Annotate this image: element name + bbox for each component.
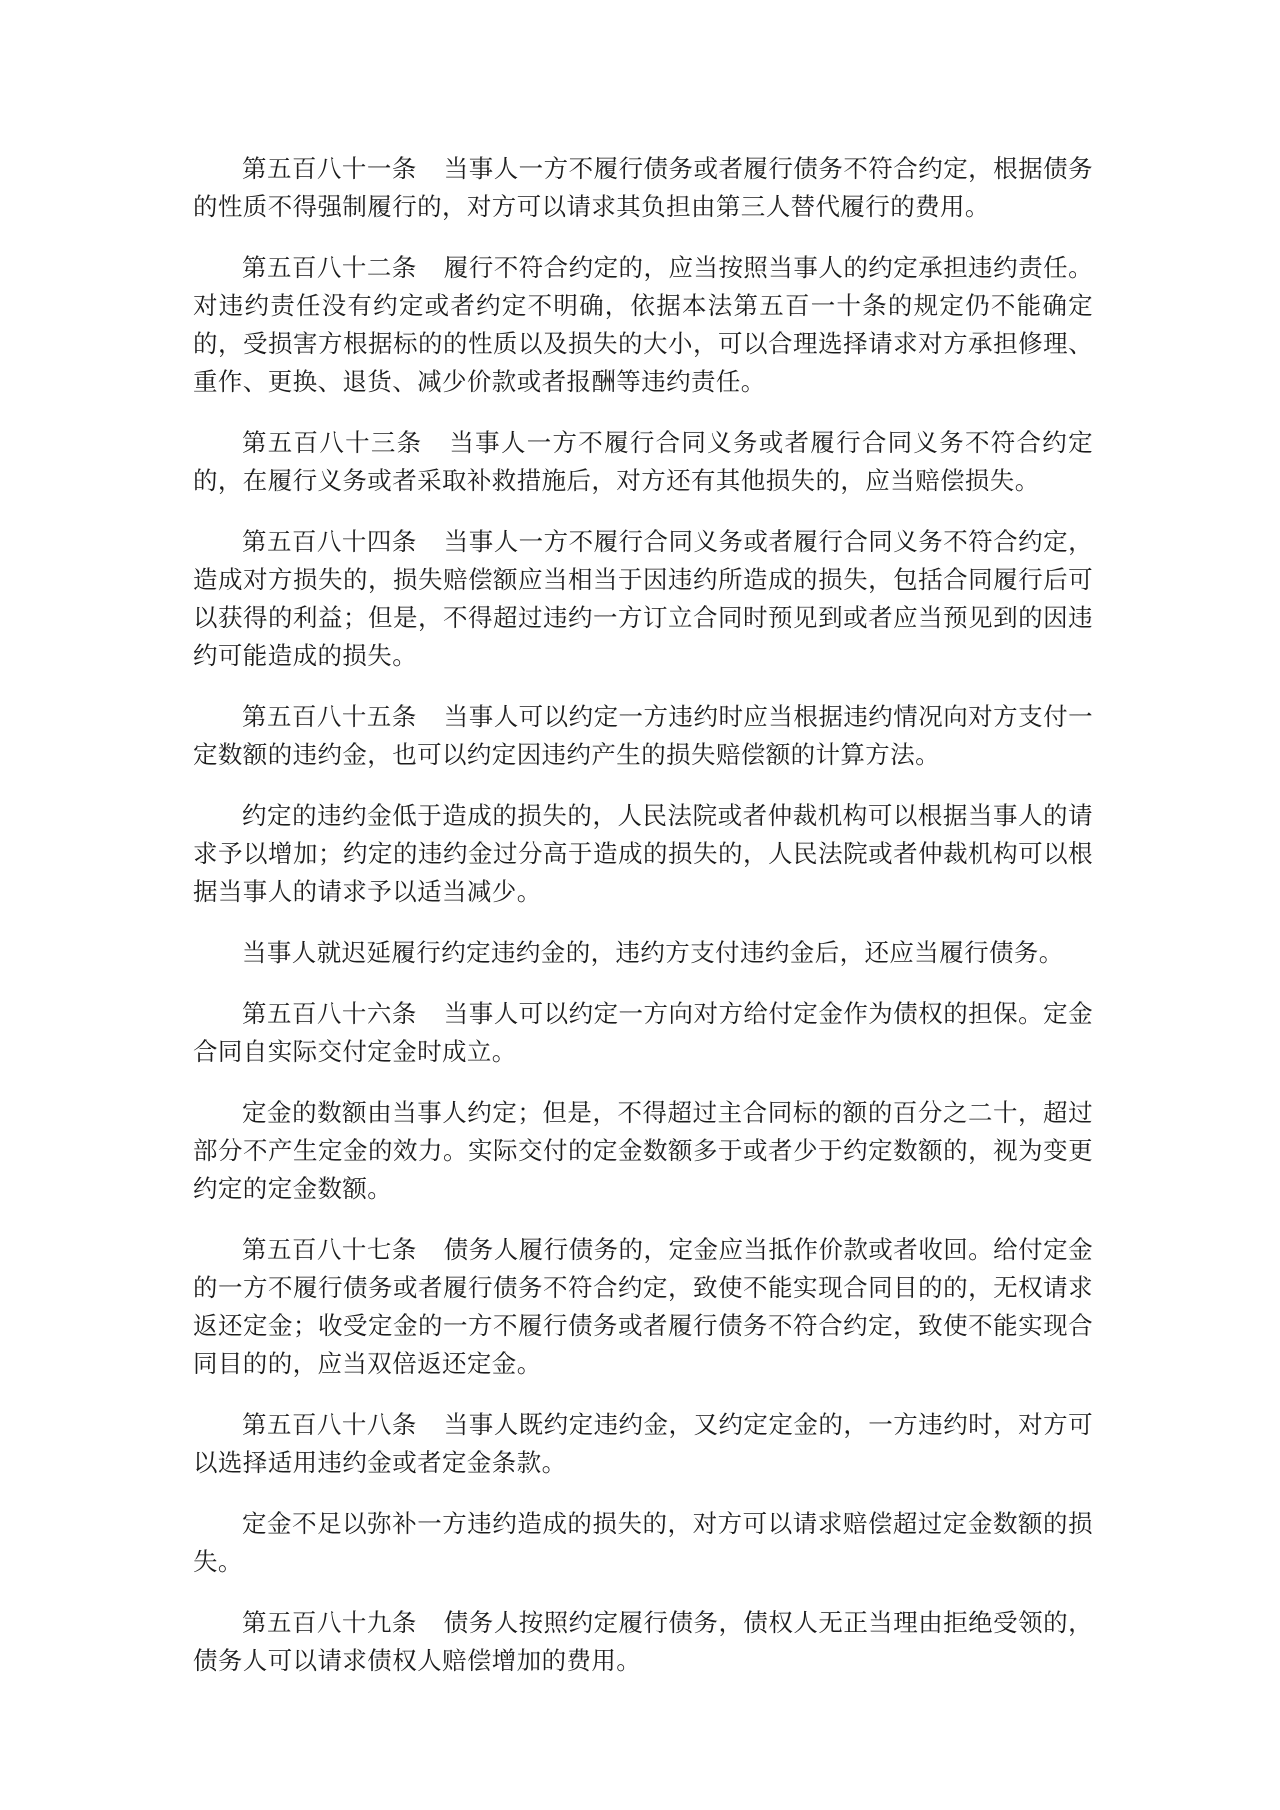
article-583-paragraph xyxy=(193,424,1093,500)
article-589-paragraph xyxy=(193,1604,1093,1680)
clause-text: 定金不足以弥补一方违约造成的损失的，对方可以请求赔偿超过定金数额的损失。 xyxy=(193,1509,1093,1576)
article-number: 第五百八十八条 xyxy=(242,1410,417,1439)
article-text: 债务人按照约定履行债务，债权人无正当理由拒绝受领的，债务人可以请求债权人赔偿增加的费用。 xyxy=(193,1608,1093,1675)
article-number: 第五百八十一条 xyxy=(242,154,417,183)
document-body xyxy=(193,150,1093,1703)
article-number: 第五百八十七条 xyxy=(242,1235,417,1264)
article-text: 债务人履行债务的，定金应当抵作价款或者收回。给付定金的一方不履行债务或者履行债务不符合约定，致使不能实现合同目的的，无权请求返还定金；收受定金的一方不履行债务或者履行债务不符合约定，致使不能实现合同目的的，应当双倍返还定金。 xyxy=(193,1235,1093,1378)
article-585-clause-3 xyxy=(193,934,1093,972)
article-number: 第五百八十四条 xyxy=(242,527,417,556)
article-588-clause-2 xyxy=(193,1505,1093,1581)
article-text: 履行不符合约定的，应当按照当事人的约定承担违约责任。对违约责任没有约定或者约定不明确，依据本法第五百一十条的规定仍不能确定的，受损害方根据标的的性质以及损失的大小，可以合理选择请求对方承担修理、重作、更换、退货、减少价款或者报酬等违约责任。 xyxy=(193,253,1093,396)
article-text: 当事人一方不履行债务或者履行债务不符合约定，根据债务的性质不得强制履行的，对方可以请求其负担由第三人替代履行的费用。 xyxy=(193,154,1093,221)
article-text: 当事人可以约定一方向对方给付定金作为债权的担保。定金合同自实际交付定金时成立。 xyxy=(193,999,1093,1066)
article-text: 当事人一方不履行合同义务或者履行合同义务不符合约定的，在履行义务或者采取补救措施后，对方还有其他损失的，应当赔偿损失。 xyxy=(193,428,1093,495)
article-text: 当事人一方不履行合同义务或者履行合同义务不符合约定，造成对方损失的，损失赔偿额应当相当于因违约所造成的损失，包括合同履行后可以获得的利益；但是，不得超过违约一方订立合同时预见到或者应当预见到的因违约可能造成的损失。 xyxy=(193,527,1093,670)
article-585-paragraph xyxy=(193,698,1093,774)
article-584-paragraph xyxy=(193,523,1093,675)
clause-text: 当事人就迟延履行约定违约金的，违约方支付违约金后，还应当履行债务。 xyxy=(242,938,1064,967)
article-586-clause-2 xyxy=(193,1094,1093,1208)
article-text: 当事人既约定违约金，又约定定金的，一方违约时，对方可以选择适用违约金或者定金条款。 xyxy=(193,1410,1093,1477)
article-number: 第五百八十三条 xyxy=(242,428,423,457)
article-587-paragraph xyxy=(193,1231,1093,1383)
article-582-paragraph xyxy=(193,249,1093,401)
article-585-clause-2 xyxy=(193,797,1093,911)
article-text: 当事人可以约定一方违约时应当根据违约情况向对方支付一定数额的违约金，也可以约定因违约产生的损失赔偿额的计算方法。 xyxy=(193,702,1093,769)
clause-text: 约定的违约金低于造成的损失的，人民法院或者仲裁机构可以根据当事人的请求予以增加；约定的违约金过分高于造成的损失的，人民法院或者仲裁机构可以根据当事人的请求予以适当减少。 xyxy=(193,801,1093,906)
clause-text: 定金的数额由当事人约定；但是，不得超过主合同标的额的百分之二十，超过部分不产生定金的效力。实际交付的定金数额多于或者少于约定数额的，视为变更约定的定金数额。 xyxy=(193,1098,1093,1203)
article-number: 第五百八十二条 xyxy=(242,253,417,282)
article-number: 第五百八十九条 xyxy=(242,1608,417,1637)
article-588-paragraph xyxy=(193,1406,1093,1482)
article-number: 第五百八十五条 xyxy=(242,702,417,731)
article-number: 第五百八十六条 xyxy=(242,999,417,1028)
article-581-paragraph xyxy=(193,150,1093,226)
article-586-paragraph xyxy=(193,995,1093,1071)
